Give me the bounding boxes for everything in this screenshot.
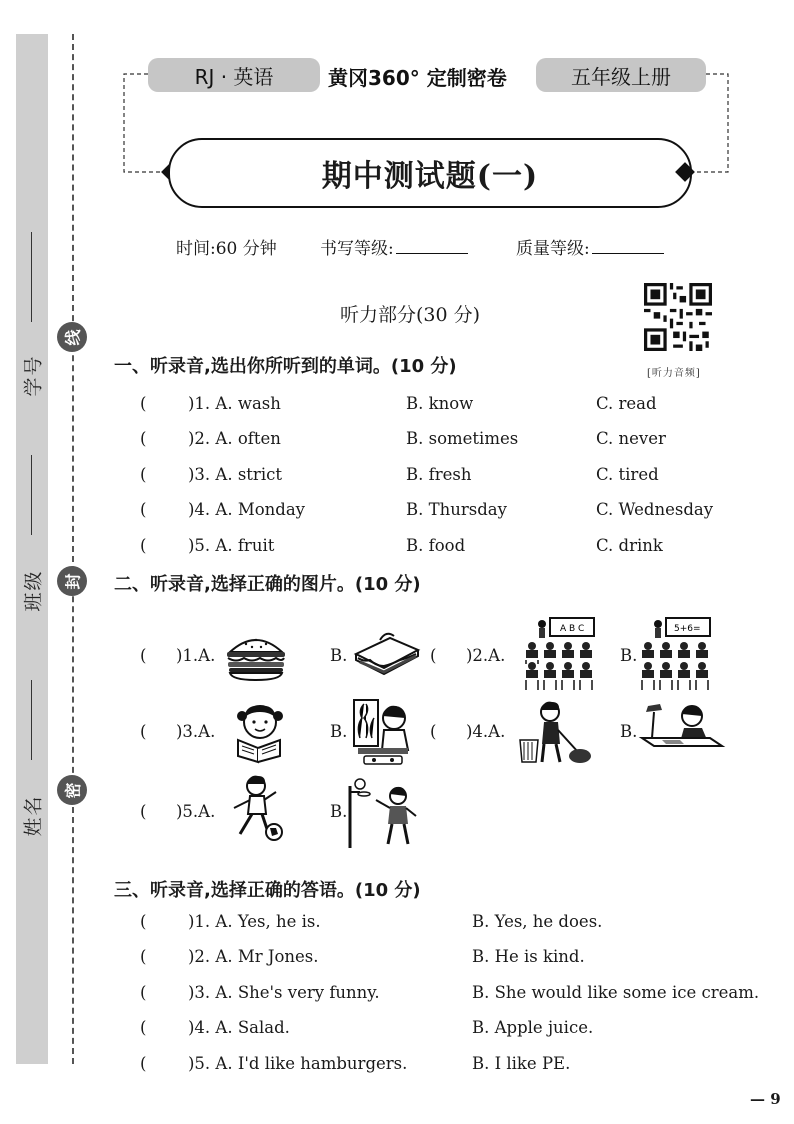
answer-paren[interactable]: ( [140, 646, 147, 665]
sandwich-icon[interactable] [350, 628, 422, 678]
qr-code-icon[interactable] [644, 283, 712, 351]
answer-paren[interactable]: ( [430, 646, 437, 665]
page-number: — 9 [750, 1090, 781, 1108]
option-b[interactable]: B. Thursday [406, 500, 507, 519]
option-b[interactable]: B. food [406, 536, 466, 555]
listening-title: 听力部分(30 分) [340, 304, 481, 326]
section3-heading: 三、听录音,选择正确的答语。(10 分) [114, 880, 421, 901]
seal-line: 线 [57, 322, 87, 352]
option-b[interactable]: B. know [406, 394, 474, 413]
option-c[interactable]: C. tired [596, 465, 659, 484]
writing-blank[interactable] [396, 252, 468, 254]
class-label: 班级 [22, 568, 45, 612]
grade-tag: 五年级上册 [536, 58, 706, 92]
option-b[interactable]: B. He is kind. [472, 947, 585, 966]
student-id-line [31, 232, 32, 322]
option-c[interactable]: C. read [596, 394, 657, 413]
subject-tag: RJ · 英语 [148, 58, 320, 92]
svg-text:A B C: A B C [560, 624, 585, 634]
classroom-math-icon[interactable] [636, 616, 716, 694]
class-line [31, 455, 32, 535]
qr-caption: [听力音频] [647, 368, 701, 379]
quality-grade: 质量等级: [516, 234, 664, 259]
option-b[interactable]: B. I like PE. [472, 1054, 571, 1073]
option-c[interactable]: C. drink [596, 536, 663, 555]
boy-sweeping-icon[interactable] [516, 700, 594, 766]
writing-grade: 书写等级: [320, 234, 468, 259]
girl-cooking-icon[interactable] [352, 698, 414, 766]
title-banner [168, 138, 692, 208]
option-b[interactable]: B. Yes, he does. [472, 912, 603, 931]
seal-secret: 密 [57, 775, 87, 805]
quality-blank[interactable] [592, 252, 664, 254]
option-b[interactable]: B. She would like some ice cream. [472, 983, 760, 1002]
boy-playing-football-icon[interactable] [226, 774, 288, 844]
classroom-abc-icon[interactable] [520, 616, 600, 694]
boy-doing-homework-icon[interactable] [636, 700, 726, 756]
time-label: 时间:60 分钟 [176, 239, 277, 259]
option-b[interactable]: B. fresh [406, 465, 472, 484]
section1-heading: 一、听录音,选出你所听到的单词。(10 分) [114, 356, 457, 377]
option-c[interactable]: C. never [596, 429, 666, 448]
svg-text:5+6=: 5+6= [674, 624, 701, 634]
boy-playing-basketball-icon[interactable] [346, 774, 422, 850]
student-id-label: 学号 [22, 353, 45, 397]
series-name: 黄冈360° 定制密卷 [328, 66, 507, 90]
page-title: 期中测试题(一) [321, 159, 539, 194]
name-label: 姓名 [22, 793, 45, 837]
seal-seal: 封 [57, 566, 87, 596]
girl-reading-icon[interactable] [224, 700, 294, 766]
option-c[interactable]: C. Wednesday [596, 500, 714, 519]
section2-heading: 二、听录音,选择正确的图片。(10 分) [114, 574, 421, 595]
name-line [31, 680, 32, 760]
answer-paren[interactable]: ( [430, 722, 437, 741]
answer-paren[interactable]: ( [140, 802, 147, 821]
option-b[interactable]: B. sometimes [406, 429, 519, 448]
answer-paren[interactable]: ( [140, 722, 147, 741]
option-b[interactable]: B. Apple juice. [472, 1018, 594, 1037]
hamburger-icon[interactable] [224, 630, 288, 682]
